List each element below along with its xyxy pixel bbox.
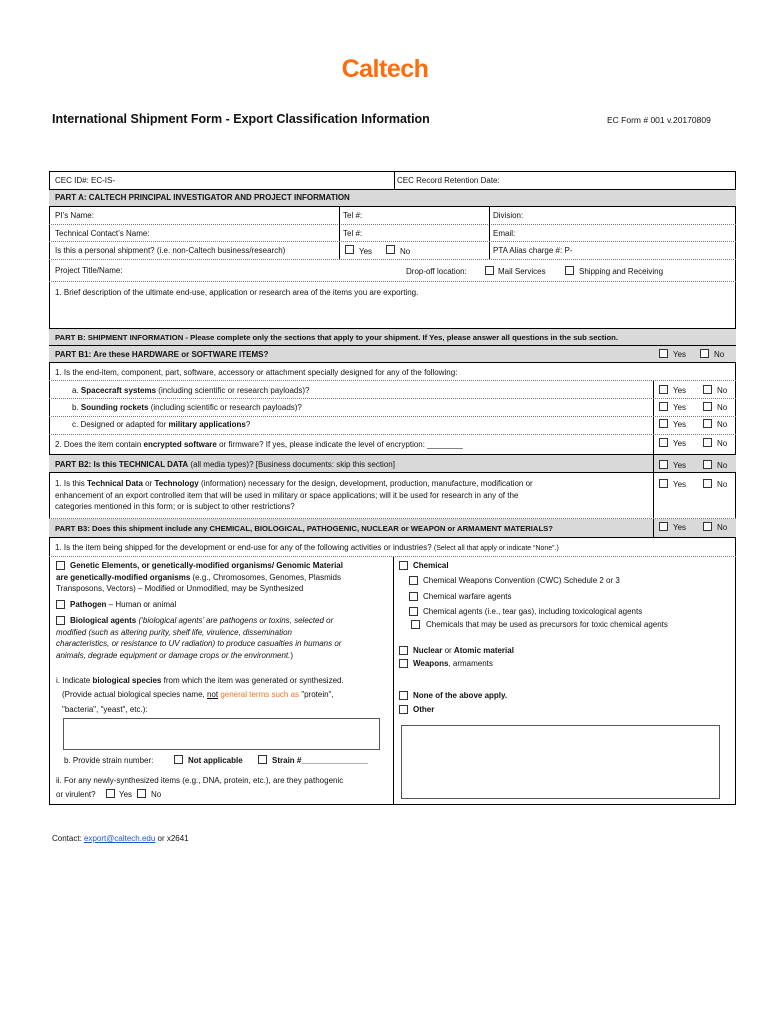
weapons-checkbox[interactable] bbox=[399, 659, 408, 668]
nuclear-checkbox[interactable] bbox=[399, 646, 408, 655]
strain-checkbox[interactable] bbox=[258, 755, 267, 764]
b1-a-text: a. Spacecraft systems (including scientific or research payloads)? bbox=[72, 386, 310, 395]
cwc-checkbox[interactable] bbox=[409, 576, 418, 585]
none-label: None of the above apply. bbox=[413, 691, 508, 700]
warfare-checkbox[interactable] bbox=[409, 592, 418, 601]
species-input-box[interactable] bbox=[63, 718, 380, 750]
tech-contact-row[interactable] bbox=[49, 225, 736, 242]
warfare-label: Chemical warfare agents bbox=[423, 592, 512, 601]
personal-no-label: No bbox=[400, 247, 411, 256]
pathogen-text: Pathogen – Human or animal bbox=[70, 600, 177, 609]
pathogenic-yes-checkbox[interactable] bbox=[106, 789, 115, 798]
none-checkbox[interactable] bbox=[399, 691, 408, 700]
b1-b-text: b. Sounding rockets (including scientific or research payloads)? bbox=[72, 403, 302, 412]
b3-yes-checkbox[interactable] bbox=[659, 522, 668, 531]
b1-q2-no-checkbox[interactable] bbox=[703, 438, 712, 447]
b1-q1-text: 1. Is the end-item, component, part, software, accessory or attachment specially designed for any of the following: bbox=[55, 368, 458, 377]
not-applicable-label: Not applicable bbox=[188, 756, 243, 765]
part-a-title: PART A: CALTECH PRINCIPAL INVESTIGATOR AND PROJECT INFORMATION bbox=[55, 193, 350, 202]
weapons-label: Weapons, armaments bbox=[413, 659, 493, 668]
pathogenic-no-checkbox[interactable] bbox=[137, 789, 146, 798]
b2-yes-label: Yes bbox=[673, 461, 687, 470]
precursors-checkbox[interactable] bbox=[411, 620, 420, 629]
cec-retention-label: CEC Record Retention Date: bbox=[397, 176, 500, 185]
part-b2-title: PART B2: Is this TECHNICAL DATA (all media types)? [Business documents: skip this section] bbox=[55, 460, 395, 469]
b1-q2-yes-checkbox[interactable] bbox=[659, 438, 668, 447]
part-b3-title: PART B3: Does this shipment include any CHEMICAL, BIOLOGICAL, PATHOGENIC, NUCLEAR or WEAPON or ARMAMENT MATERIALS? bbox=[55, 524, 553, 533]
division-label: Division: bbox=[493, 211, 524, 220]
b2-q1-text: 1. Is this Technical Data or Technology (information) necessary for the design, development, production, manufacture, modification or enhancement of an export controlled item that will be used in military or space applications; will it be used for research in any of the categories mentioned in this form; or is subject to other restrictions? bbox=[55, 479, 533, 511]
species-note: (Provide actual biological species name, not general terms such as "protein", "bacteria", "yeast", etc.): bbox=[62, 690, 334, 714]
personal-question: Is this a personal shipment? (i.e. non-Caltech business/research) bbox=[55, 246, 286, 255]
b1-b-yes-checkbox[interactable] bbox=[659, 402, 668, 411]
b1-b-no-checkbox[interactable] bbox=[703, 402, 712, 411]
caltech-logo: Caltech bbox=[341, 55, 429, 83]
cec-row bbox=[49, 171, 736, 190]
not-applicable-checkbox[interactable] bbox=[174, 755, 183, 764]
b1-a-no-label: No bbox=[717, 386, 728, 395]
b1-no-checkbox[interactable] bbox=[700, 349, 709, 358]
b1-c-yes-label: Yes bbox=[673, 420, 687, 429]
other-input-box[interactable] bbox=[401, 725, 720, 799]
shipping-receiving-label: Shipping and Receiving bbox=[579, 267, 664, 276]
strain-label: Strain #_______________ bbox=[272, 756, 369, 765]
pi-row[interactable] bbox=[49, 207, 736, 225]
b1-c-no-checkbox[interactable] bbox=[703, 419, 712, 428]
b3-q1-text: 1. Is the item being shipped for the development or end-use for any of the following activities or industries? (Select all that apply or indicate “None”.) bbox=[55, 543, 559, 552]
b1-yes-checkbox[interactable] bbox=[659, 349, 668, 358]
form-number: EC Form # 001 v.20170809 bbox=[607, 115, 711, 125]
shipping-receiving-checkbox[interactable] bbox=[565, 266, 574, 275]
cec-id-label: CEC ID#: EC-IS- bbox=[55, 176, 116, 185]
b2-q1-yes-label: Yes bbox=[673, 480, 687, 489]
b1-b-yes-label: Yes bbox=[673, 403, 687, 412]
b3-yes-label: Yes bbox=[673, 523, 687, 532]
mail-services-checkbox[interactable] bbox=[485, 266, 494, 275]
b1-yes-label: Yes bbox=[673, 350, 687, 359]
b1-b-no-label: No bbox=[717, 403, 728, 412]
pathogenic-question: ii. For any newly-synthesized items (e.g., DNA, protein, etc.), are they pathogenic or virulent? bbox=[56, 776, 344, 799]
pathogen-checkbox[interactable] bbox=[56, 600, 65, 609]
strain-question: b. Provide strain number: bbox=[64, 756, 154, 765]
genetic-text: Genetic Elements, or genetically-modified organisms/ Genomic Material are genetically-modified organisms (e.g., Chromosomes, Genomes, Plasmids Transposons, Vectors) – Modified or Unmodified, may be Synthesized bbox=[56, 561, 343, 593]
b3-no-checkbox[interactable] bbox=[703, 522, 712, 531]
part-b1-title: PART B1: Are these HARDWARE or SOFTWARE ITEMS? bbox=[55, 350, 269, 359]
pathogenic-yes-label: Yes bbox=[119, 790, 133, 799]
cwc-label: Chemical Weapons Convention (CWC) Schedule 2 or 3 bbox=[423, 576, 620, 585]
pathogenic-no-label: No bbox=[151, 790, 162, 799]
form-title: International Shipment Form - Export Classification Information bbox=[52, 112, 430, 126]
b2-no-checkbox[interactable] bbox=[703, 460, 712, 469]
tear-gas-checkbox[interactable] bbox=[409, 607, 418, 616]
b3-no-label: No bbox=[717, 523, 728, 532]
contact-email-link[interactable]: export@caltech.edu bbox=[84, 834, 156, 843]
pi-name-label: PI’s Name: bbox=[55, 211, 94, 220]
email-label: Email: bbox=[493, 229, 516, 238]
b1-c-no-label: No bbox=[717, 420, 728, 429]
personal-yes-checkbox[interactable] bbox=[345, 245, 354, 254]
tech-contact-label: Technical Contact’s Name: bbox=[55, 229, 150, 238]
tel1-label: Tel #: bbox=[343, 211, 363, 220]
pta-label: PTA Alias charge #: P- bbox=[493, 246, 573, 255]
tel2-label: Tel #: bbox=[343, 229, 363, 238]
other-checkbox[interactable] bbox=[399, 705, 408, 714]
b1-q2-yes-label: Yes bbox=[673, 439, 687, 448]
biological-agents-text: Biological agents (‘biological agents’ are pathogens or toxins, selected or modified (such as altering purity, shelf life, virulence, dissemination characteristics, or resistance to UV radiation) to produce casualties in humans or animals, degrade equipment or damage crops or the environment.) bbox=[56, 616, 342, 660]
other-label: Other bbox=[413, 705, 435, 714]
dropoff-label: Drop-off location: bbox=[406, 267, 467, 276]
species-question: i. Indicate biological species from which the item was generated or synthesized. bbox=[56, 676, 344, 685]
b1-c-yes-checkbox[interactable] bbox=[659, 419, 668, 428]
b1-a-yes-checkbox[interactable] bbox=[659, 385, 668, 394]
b2-no-label: No bbox=[717, 461, 728, 470]
description-question: 1. Brief description of the ultimate end-use, application or research area of the items you are exporting. bbox=[55, 288, 419, 297]
chemical-checkbox[interactable] bbox=[399, 561, 408, 570]
project-label: Project Title/Name: bbox=[55, 266, 123, 275]
mail-services-label: Mail Services bbox=[498, 267, 546, 276]
b1-no-label: No bbox=[714, 350, 725, 359]
precursors-label: Chemicals that may be used as precursors for toxic chemical agents bbox=[426, 620, 668, 629]
personal-no-checkbox[interactable] bbox=[386, 245, 395, 254]
b2-yes-checkbox[interactable] bbox=[659, 460, 668, 469]
part-b-title: PART B: SHIPMENT INFORMATION - Please complete only the sections that apply to your shipment. If Yes, please answer all questions in the sub section. bbox=[55, 333, 619, 342]
tear-gas-label: Chemical agents (i.e., tear gas), including toxicological agents bbox=[423, 607, 643, 616]
b1-a-yes-label: Yes bbox=[673, 386, 687, 395]
b2-q1-no-label: No bbox=[717, 480, 728, 489]
b2-q1-yes-checkbox[interactable] bbox=[659, 479, 668, 488]
personal-yes-label: Yes bbox=[359, 247, 373, 256]
nuclear-label: Nuclear or Atomic material bbox=[413, 646, 514, 655]
contact-line: Contact: export@caltech.edu or x2641 bbox=[52, 834, 189, 843]
chemical-label: Chemical bbox=[413, 561, 449, 570]
b1-c-text: c. Designed or adapted for military applications? bbox=[72, 420, 251, 429]
b1-q2-text: 2. Does the item contain encrypted software or firmware? If yes, please indicate the level of encryption: ________ bbox=[55, 440, 463, 449]
b1-q2-no-label: No bbox=[717, 439, 728, 448]
b1-a-no-checkbox[interactable] bbox=[703, 385, 712, 394]
b2-q1-no-checkbox[interactable] bbox=[703, 479, 712, 488]
